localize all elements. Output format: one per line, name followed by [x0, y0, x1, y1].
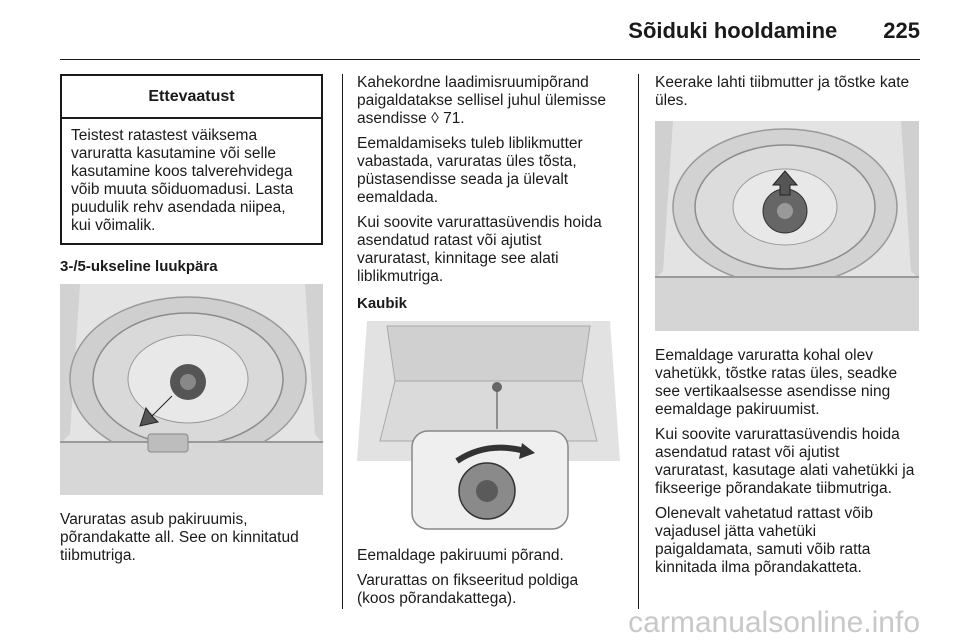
text-line: Eemaldage varuratta kohal olev	[655, 347, 873, 364]
text-line: kinnitada ilma põrandakatteta.	[655, 559, 862, 576]
text-line: Keerake lahti tiibmutter ja tõstke kate	[655, 74, 910, 91]
text-line: üles.	[655, 92, 688, 109]
text-line: võib muuta sõiduomadusi. Lasta	[71, 181, 294, 198]
text-line: kasutamine koos talverehvidega	[71, 163, 293, 180]
text-line: fikseerige põrandakate tiibmutriga.	[655, 480, 892, 497]
text-line: see vertikaalsesse asendisse ning	[655, 383, 891, 400]
warning-box	[60, 74, 323, 245]
text-line: Eemaldamiseks tuleb liblikmutter	[357, 135, 583, 152]
text-line: vabastada, varuratas üles tõsta,	[357, 153, 577, 170]
text-line: liblikmutriga.	[357, 268, 444, 285]
text-line: varuratast, kinnitage see alati	[357, 250, 559, 267]
text-line: paigaldatakse sellisel juhul ülemisse	[357, 92, 606, 109]
subheading-hatchback: 3-/5-ukseline luukpära	[60, 258, 218, 275]
text-line: püstasendisse seada ja ülevalt	[357, 171, 569, 188]
watermark: carmanualsonline.info	[628, 606, 920, 639]
text-line: paigaldamata, samuti võib ratta	[655, 541, 871, 558]
paragraph	[357, 214, 620, 286]
page-header	[628, 18, 920, 44]
paragraph	[357, 74, 620, 128]
subheading-van: Kaubik	[357, 295, 408, 312]
text-line: Kui soovite varurattasüvendis hoida	[655, 426, 900, 443]
warning-text	[62, 119, 321, 243]
wing-nut-cover-illustration	[655, 121, 919, 331]
text-line: eemaldage pakiruumist.	[655, 401, 820, 418]
cargo-floor-bolt-illustration	[357, 321, 620, 531]
text-line: puudulik rehv asendada niipea,	[71, 199, 286, 216]
text-line: vahetükk, tõstke ratas üles, seadke	[655, 365, 898, 382]
text-line: Kahekordne laadimisruumipõrand	[357, 74, 589, 91]
text-line: tiibmutriga.	[60, 547, 136, 564]
text-line: kui võimalik.	[71, 217, 156, 234]
text-line: Eemaldage pakiruumi põrand.	[357, 547, 564, 564]
column-right	[655, 74, 922, 577]
text-line: asendatud ratast või ajutist	[655, 444, 840, 461]
text-line: Teistest ratastest väiksema	[71, 127, 258, 144]
column-divider	[342, 74, 343, 609]
column-middle	[357, 74, 620, 608]
column-divider	[638, 74, 639, 609]
paragraph	[655, 347, 922, 419]
text-line: põrandakatte all. See on kinnitatud	[60, 529, 299, 546]
column-left	[60, 74, 323, 565]
text-line: (koos põrandakattega).	[357, 590, 517, 607]
section-title: Sõiduki hooldamine	[628, 18, 838, 43]
warning-title: Ettevaatust	[62, 76, 321, 119]
text-line: Varuratas asub pakiruumis,	[60, 511, 248, 528]
paragraph	[655, 74, 922, 110]
text-line: varuratta kasutamine või selle	[71, 145, 277, 162]
paragraph	[655, 505, 922, 577]
paragraph	[357, 135, 620, 207]
text-line: Varurattas on fikseeritud poldiga	[357, 572, 579, 589]
spare-wheel-well-illustration	[60, 284, 323, 495]
text-line: asendatud ratast või ajutist	[357, 232, 542, 249]
text-line: eemaldada.	[357, 189, 439, 206]
text-line: Olenevalt vahetatud rattast võib	[655, 505, 873, 522]
page-number: 225	[883, 18, 920, 43]
header-rule	[60, 59, 920, 60]
text-line: Kui soovite varurattasüvendis hoida	[357, 214, 602, 231]
text-line: vajadusel jätta vahetüki	[655, 523, 817, 540]
text-line: varuratast, kasutage alati vahetükki ja	[655, 462, 915, 479]
paragraph	[655, 426, 922, 498]
text-line: asendisse ◊ 71.	[357, 110, 465, 127]
